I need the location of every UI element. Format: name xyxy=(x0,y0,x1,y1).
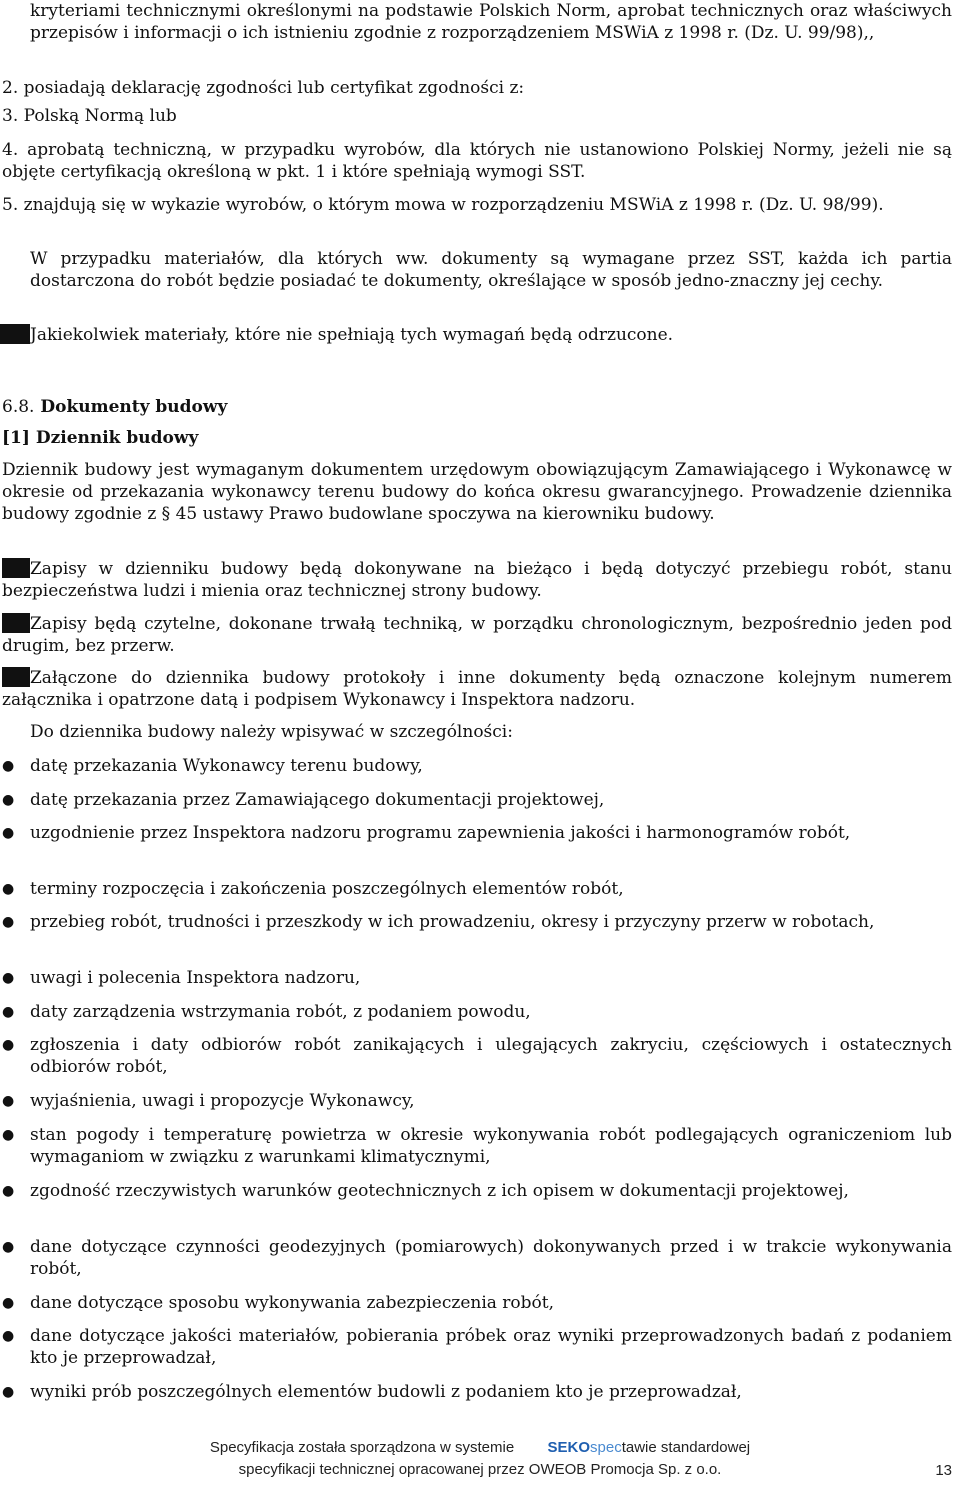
list-intro: Do dziennika budowy należy wpisywać w szczególności: xyxy=(30,722,513,742)
list-item: ● wyjaśnienia, uwagi i propozycje Wykonawcy, xyxy=(2,1091,415,1111)
list-item: ● dane dotyczące jakości materiałów, pobierania próbek oraz wyniki przeprowadzonych badań z podaniem kto je przeprowadzał, xyxy=(2,1326,952,1368)
legibility-text: Zapisy będą czytelne, dokonane trwałą techniką, w porządku chronologicznym, bezpośrednio jeden pod drugim, bez przerw. xyxy=(2,614,952,656)
footer-line-1 xyxy=(0,1439,960,1456)
list-item: ● uwagi i polecenia Inspektora nadzoru, xyxy=(2,968,361,988)
section-heading xyxy=(2,396,924,418)
paragraph-legibility xyxy=(2,613,952,657)
section-title: Dokumenty budowy xyxy=(40,397,228,417)
paragraph-reject xyxy=(30,324,952,346)
list-item: ● datę przekazania Wykonawcy terenu budowy, xyxy=(2,756,423,776)
list-item: ● zgłoszenia i daty odbiorów robót zanikających i ulegających zakryciu, częściowych i ostatecznych odbiorów robót, xyxy=(2,1035,952,1077)
seko-logo: SEKO xyxy=(547,1439,591,1456)
paragraph-diary-definition: Dziennik budowy jest wymaganym dokumentem urzędowym obowiązującym Zamawiającego i Wykonawcę w okresie od przekazania wykonawcy terenu budowy do końca okresu gwarancyjnego. Prowadzenie dziennika budowy zgodnie z § 45 ustawy Prawo budowlane spoczywa na kierowniku budowy. xyxy=(2,460,952,524)
list-item: ● wyniki prób poszczególnych elementów budowli z podaniem kto je przeprowadzał, xyxy=(2,1382,742,1402)
spec-logo: spec xyxy=(590,1439,622,1456)
list-item: ● datę przekazania przez Zamawiającego dokumentacji projektowej, xyxy=(2,790,605,810)
block-marker xyxy=(2,558,30,578)
list-item: ● dane dotyczące sposobu wykonywania zabezpieczenia robót, xyxy=(2,1293,555,1313)
list-item-5: 5. znajdują się w wykazie wyrobów, o którym mowa w rozporządzeniu MSWiA z 1998 r. (Dz. U. 98/99). xyxy=(2,195,884,215)
list-item-4: 4. aprobatą techniczną, w przypadku wyrobów, dla których nie ustanowiono Polskiej Normy, jeżeli nie są objęte certyfikacją określoną w pkt. 1 i które spełniają wymogi SST. xyxy=(2,140,952,182)
paragraph-criteria: kryteriami technicznymi określonymi na podstawie Polskich Norm, aprobat technicznych oraz właściwych przepisów i informacji o ich istnieniu zgodnie z rozporządzeniem MSWiA z 1998 r. (Dz. U. 99/98),, xyxy=(30,1,952,43)
paragraph-materials: W przypadku materiałów, dla których ww. dokumenty są wymagane przez SST, każda ich partia dostarczona do robót będzie posiadać te dokumenty, określające w sposób jedno-znaczny jej cechy. xyxy=(30,249,952,291)
list-item: ● zgodność rzeczywistych warunków geotechnicznych z ich opisem w dokumentacji projektowej, xyxy=(2,1181,849,1201)
list-item: ● stan pogody i temperaturę powietrza w okresie wykonywania robót podlegających ograniczeniom lub wymaganiom w związku z warunkami klimatycznymi, xyxy=(2,1125,952,1167)
list-item: ● przebieg robót, trudności i przeszkody w ich prowadzeniu, okresy i przyczyny przerw w robotach, xyxy=(2,912,875,932)
block-marker xyxy=(2,613,30,633)
list-item-2: 2. posiadają deklarację zgodności lub certyfikat zgodności z: xyxy=(2,78,525,98)
entries-text: Zapisy w dzienniku budowy będą dokonywane na bieżąco i będą dotyczyć przebiegu robót, stanu bezpieczeństwa ludzi i mienia oraz technicznej strony budowy. xyxy=(2,559,952,601)
footer-text: Specyfikacja została sporządzona w systemie xyxy=(209,1439,515,1456)
list-item-3: 3. Polską Normą lub xyxy=(2,106,177,126)
page-number: 13 xyxy=(935,1462,952,1479)
footer-line-2: specyfikacji technicznej opracowanej przez OWEOB Promocja Sp. z o.o. xyxy=(238,1461,722,1478)
paragraph-entries xyxy=(2,558,952,602)
footer-text: tawie standardowej xyxy=(621,1439,751,1456)
paragraph-attachments xyxy=(2,667,952,711)
attachments-text: Załączone do dziennika budowy protokoły i inne dokumenty będą oznaczone kolejnym numerem załącznika i opatrzone datą i podpisem Wykonawcy i Inspektora nadzoru. xyxy=(2,668,952,710)
block-marker xyxy=(0,324,30,344)
subsection-heading: [1] Dziennik budowy xyxy=(2,428,199,448)
reject-text: Jakiekolwiek materiały, które nie spełniają tych wymagań będą odrzucone. xyxy=(30,325,674,345)
list-item: ● terminy rozpoczęcia i zakończenia poszczególnych elementów robót, xyxy=(2,879,624,899)
list-item: ● dane dotyczące czynności geodezyjnych (pomiarowych) dokonywanych przed i w trakcie wykonywania robót, xyxy=(2,1237,952,1279)
list-item: ● uzgodnienie przez Inspektora nadzoru programu zapewnienia jakości i harmonogramów robót, xyxy=(2,823,851,843)
section-number: 6.8. xyxy=(2,397,35,417)
block-marker xyxy=(2,667,30,687)
list-item: ● daty zarządzenia wstrzymania robót, z podaniem powodu, xyxy=(2,1002,531,1022)
